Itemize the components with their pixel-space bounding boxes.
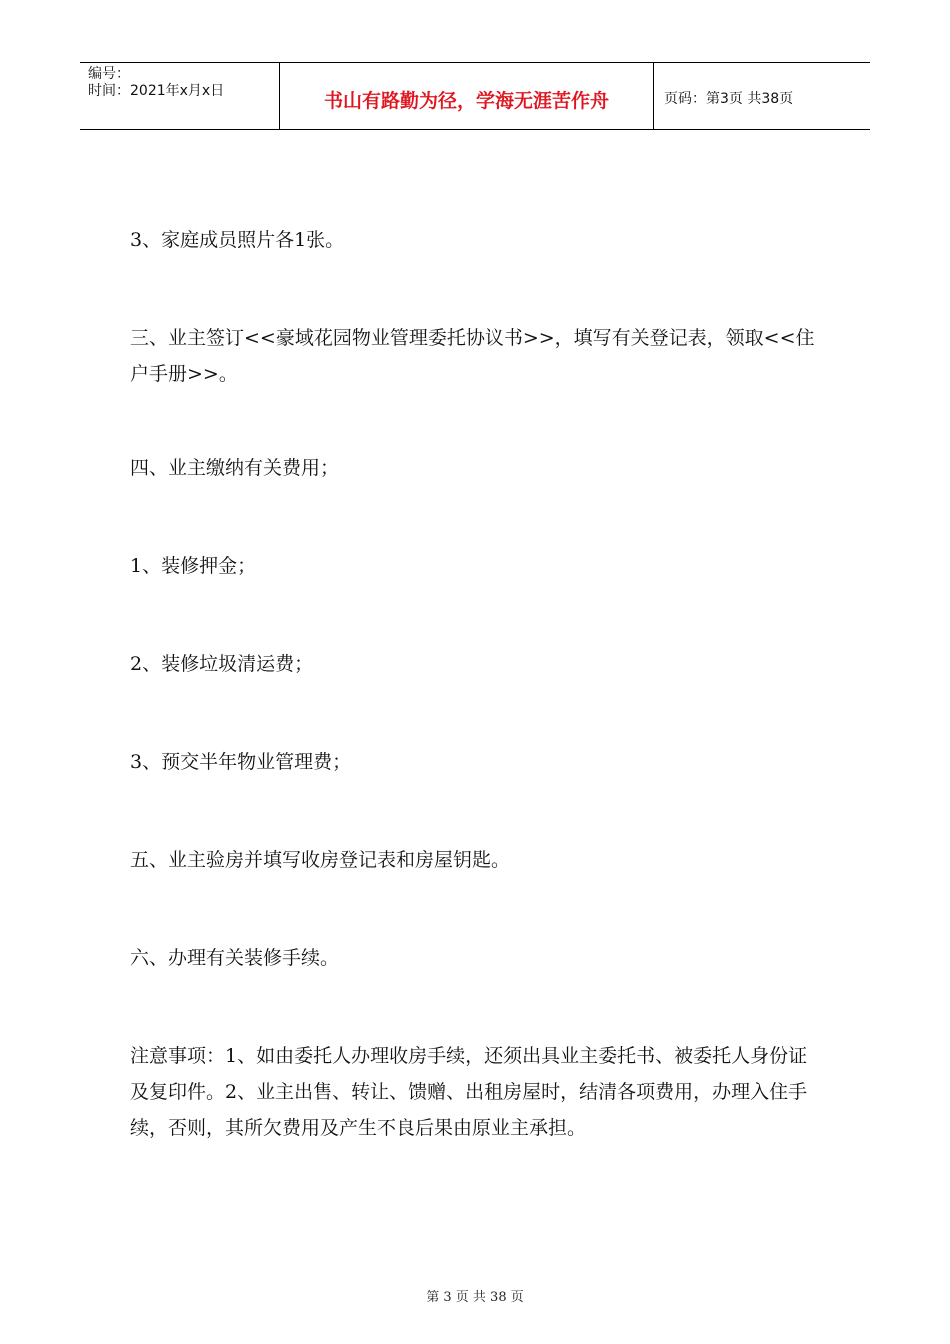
footer-page-number: 第 3 页 共 38 页 <box>426 1290 524 1305</box>
paragraph: 三、业主签订<<豪域花园物业管理委托协议书>>，填写有关登记表，领取<<住户手册>>。 <box>130 327 815 385</box>
document-header <box>80 62 870 130</box>
paragraph: 四、业主缴纳有关费用； <box>130 457 340 479</box>
page-code-text: 页码：第3页 共38页 <box>664 91 794 107</box>
page-footer <box>0 1286 950 1305</box>
time-label: 时间：2021年x月x日 <box>88 83 225 99</box>
header-motto-cell <box>280 63 654 129</box>
paragraph: 注意事项：1、如由委托人办理收房手续，还须出具业主委托书、被委托人身份证及复印件。2、业主出售、转让、馈赠、出租房屋时，结清各项费用，办理入住手续，否则，其所欠费用及产生不良后果由原业主承担。 <box>130 1045 808 1139</box>
paragraph: 六、办理有关装修手续。 <box>130 947 340 969</box>
number-label: 编号： <box>88 66 130 82</box>
document-body <box>130 222 825 1208</box>
paragraph: 3、家庭成员照片各1张。 <box>130 229 345 251</box>
paragraph: 3、预交半年物业管理费； <box>130 751 352 773</box>
header-meta <box>80 63 280 129</box>
paragraph: 2、装修垃圾清运费； <box>130 653 314 675</box>
paragraph: 五、业主验房并填写收房登记表和房屋钥匙。 <box>130 849 511 871</box>
motto-text: 书山有路勤为径，学海无涯苦作舟 <box>323 89 609 112</box>
header-page-code <box>654 63 870 129</box>
paragraph: 1、装修押金； <box>130 555 257 577</box>
